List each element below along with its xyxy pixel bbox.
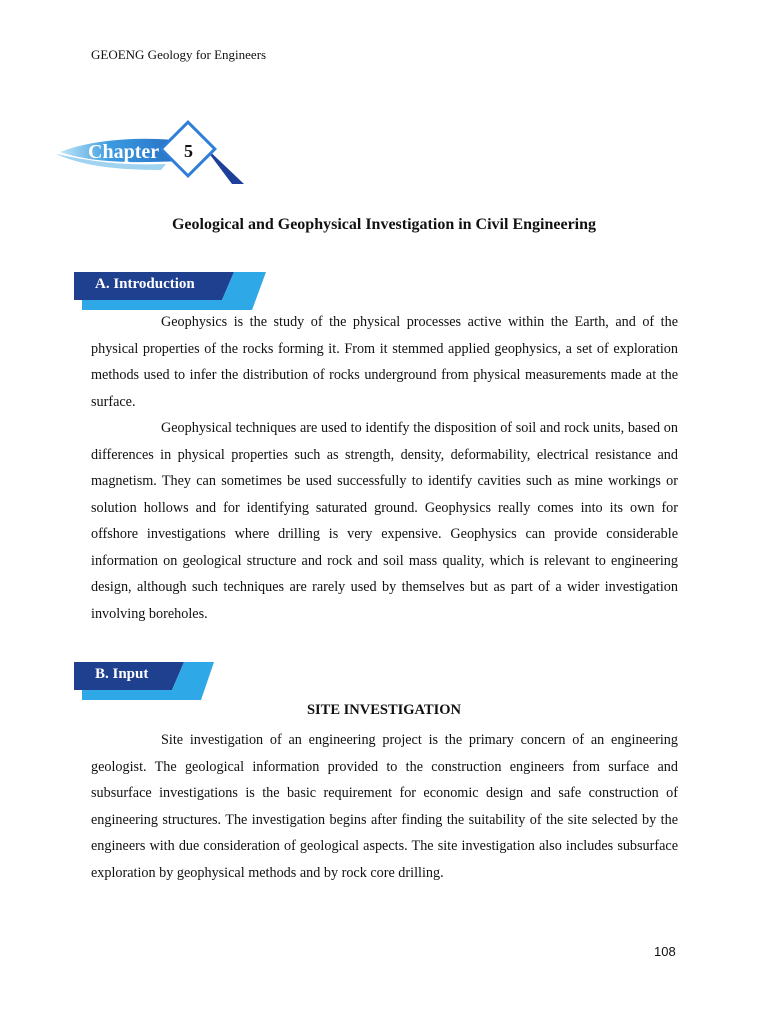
section-b-banner (74, 660, 219, 702)
site-investigation-heading: SITE INVESTIGATION (306, 702, 462, 718)
section-a-heading: A. Introduction (95, 276, 195, 292)
document-title: Geological and Geophysical Investigation in Civil Engineering (171, 216, 597, 233)
page-number: 108 (654, 944, 676, 959)
intro-paragraph-2: Geophysical techniques are used to identify the disposition of soil and rock units, based on differences in physical properties such as strength, density, deformability, electrical resistance and magnetism. They can sometimes be used successfully to identify cavities such as mine workings or solution hollows and for identifying saturated ground. Geophysics really comes into its own for offshore investigations where drilling is very expensive. Geophysics can provide considerable information on geological structure and rock and soil mass quality, which is relevant to engineering design, although such techniques are rarely used by themselves but as part of a wider investigation involving boreholes. (91, 420, 678, 622)
section-b-heading: B. Input (95, 666, 149, 682)
chapter-label: Chapter (88, 141, 160, 163)
chapter-number: 5 (184, 141, 193, 161)
intro-paragraph-1: Geophysics is the study of the physical processes active within the Earth, and of the physical properties of the rocks forming it. From it stemmed applied geophysics, a set of exploration methods used to infer the distribution of rocks underground from physical measurements made at the surface. (91, 314, 678, 410)
running-header: GEOENG Geology for Engineers (91, 47, 267, 62)
site-investigation-paragraph: Site investigation of an engineering project is the primary concern of an engineering geologist. The geological information provided to the construction engineers from surface and subsurface investigations is the basic requirement for economic design and safe construction of engineering structures. The investigation begins after finding the suitability of the site selected by the engineers with due consideration of geological aspects. The site investigation also includes subsurface exploration by geophysical methods and by rock core drilling. (91, 732, 678, 881)
section-a-banner (74, 270, 269, 312)
